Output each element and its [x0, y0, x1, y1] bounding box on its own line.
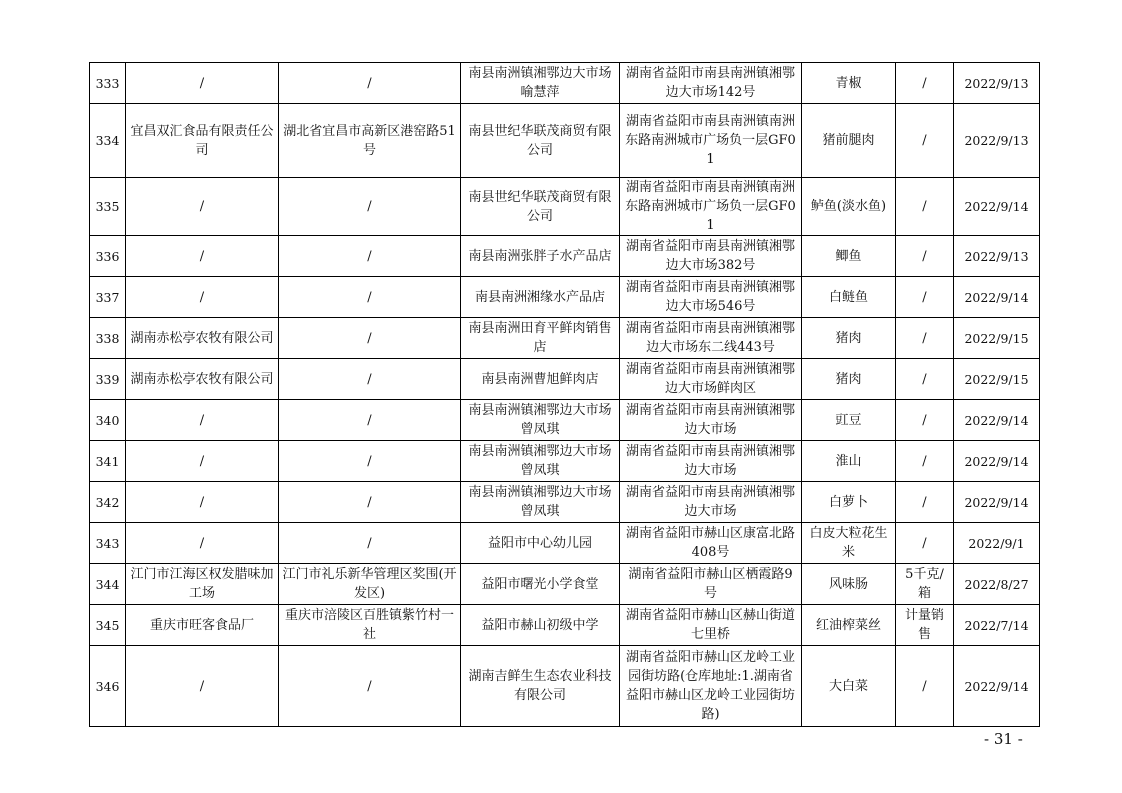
cell-sampled-unit: 南县世纪华联茂商贸有限公司: [461, 104, 620, 178]
cell-product-name: 豇豆: [802, 400, 896, 441]
cell-producer-name: /: [126, 63, 279, 104]
cell-product-name: 猪前腿肉: [802, 104, 896, 178]
cell-number: 345: [90, 605, 126, 646]
cell-product-name: 白皮大粒花生米: [802, 523, 896, 564]
cell-producer-address: /: [279, 482, 461, 523]
cell-specification: 5千克/箱: [896, 564, 954, 605]
cell-sampled-unit: 南县南洲镇湘鄂边大市场曾凤琪: [461, 400, 620, 441]
cell-producer-address: /: [279, 400, 461, 441]
cell-number: 346: [90, 646, 126, 727]
cell-production-date: 2022/8/27: [954, 564, 1040, 605]
cell-number: 339: [90, 359, 126, 400]
cell-specification: /: [896, 318, 954, 359]
cell-specification: /: [896, 482, 954, 523]
table-row: [90, 564, 1040, 605]
cell-sampled-unit-address: 湖南省益阳市赫山区赫山街道七里桥: [620, 605, 802, 646]
cell-product-name: 红油榨菜丝: [802, 605, 896, 646]
table-row: [90, 482, 1040, 523]
cell-sampled-unit: 南县世纪华联茂商贸有限公司: [461, 178, 620, 236]
cell-producer-name: /: [126, 482, 279, 523]
cell-production-date: 2022/9/14: [954, 646, 1040, 727]
cell-producer-name: /: [126, 441, 279, 482]
cell-sampled-unit: 益阳市曙光小学食堂: [461, 564, 620, 605]
cell-producer-name: 湖南赤松亭农牧有限公司: [126, 318, 279, 359]
cell-producer-name: /: [126, 646, 279, 727]
cell-sampled-unit-address: 湖南省益阳市南县南洲镇湘鄂边大市场东二线443号: [620, 318, 802, 359]
cell-sampled-unit-address: 湖南省益阳市南县南洲镇南洲东路南洲城市广场负一层GF01: [620, 104, 802, 178]
cell-producer-address: /: [279, 63, 461, 104]
cell-production-date: 2022/9/13: [954, 104, 1040, 178]
cell-sampled-unit-address: 湖南省益阳市南县南洲镇湘鄂边大市场鲜肉区: [620, 359, 802, 400]
cell-production-date: 2022/9/15: [954, 318, 1040, 359]
cell-production-date: 2022/9/14: [954, 400, 1040, 441]
sampling-results-table: [89, 62, 1040, 727]
cell-producer-name: 江门市江海区权发腊味加工场: [126, 564, 279, 605]
cell-sampled-unit-address: 湖南省益阳市南县南洲镇湘鄂边大市场: [620, 482, 802, 523]
cell-product-name: 风味肠: [802, 564, 896, 605]
table-body: [90, 63, 1040, 727]
cell-product-name: 猪肉: [802, 318, 896, 359]
cell-number: 333: [90, 63, 126, 104]
cell-producer-address: 湖北省宜昌市高新区港窑路51号: [279, 104, 461, 178]
cell-specification: /: [896, 277, 954, 318]
cell-number: 340: [90, 400, 126, 441]
cell-sampled-unit: 南县南洲镇湘鄂边大市场喻慧萍: [461, 63, 620, 104]
cell-specification: /: [896, 236, 954, 277]
cell-sampled-unit: 南县南洲镇湘鄂边大市场曾凤琪: [461, 441, 620, 482]
cell-production-date: 2022/9/14: [954, 178, 1040, 236]
cell-product-name: 大白菜: [802, 646, 896, 727]
table-row: [90, 359, 1040, 400]
cell-sampled-unit-address: 湖南省益阳市南县南洲镇湘鄂边大市场546号: [620, 277, 802, 318]
cell-number: 343: [90, 523, 126, 564]
cell-number: 338: [90, 318, 126, 359]
cell-production-date: 2022/9/14: [954, 277, 1040, 318]
cell-specification: /: [896, 646, 954, 727]
table-row: [90, 646, 1040, 727]
cell-production-date: 2022/9/15: [954, 359, 1040, 400]
table-row: [90, 523, 1040, 564]
cell-specification: /: [896, 63, 954, 104]
table-row: [90, 104, 1040, 178]
table-row: [90, 236, 1040, 277]
table-row: [90, 400, 1040, 441]
cell-sampled-unit-address: 湖南省益阳市南县南洲镇湘鄂边大市场: [620, 441, 802, 482]
cell-sampled-unit: 南县南洲镇湘鄂边大市场曾凤琪: [461, 482, 620, 523]
cell-production-date: 2022/7/14: [954, 605, 1040, 646]
cell-producer-name: 湖南赤松亭农牧有限公司: [126, 359, 279, 400]
cell-specification: /: [896, 523, 954, 564]
cell-sampled-unit-address: 湖南省益阳市南县南洲镇湘鄂边大市场: [620, 400, 802, 441]
cell-sampled-unit-address: 湖南省益阳市赫山区康富北路408号: [620, 523, 802, 564]
cell-specification: 计量销售: [896, 605, 954, 646]
cell-production-date: 2022/9/13: [954, 236, 1040, 277]
cell-product-name: 白萝卜: [802, 482, 896, 523]
cell-number: 335: [90, 178, 126, 236]
table-row: [90, 605, 1040, 646]
cell-producer-name: 宜昌双汇食品有限责任公司: [126, 104, 279, 178]
cell-product-name: 鲫鱼: [802, 236, 896, 277]
cell-producer-address: /: [279, 359, 461, 400]
cell-producer-name: /: [126, 277, 279, 318]
table-row: [90, 441, 1040, 482]
cell-sampled-unit: 南县南洲张胖子水产品店: [461, 236, 620, 277]
cell-production-date: 2022/9/1: [954, 523, 1040, 564]
cell-producer-address: /: [279, 646, 461, 727]
cell-sampled-unit: 南县南洲湘缘水产品店: [461, 277, 620, 318]
cell-specification: /: [896, 400, 954, 441]
cell-sampled-unit-address: 湖南省益阳市赫山区栖霞路9号: [620, 564, 802, 605]
cell-sampled-unit-address: 湖南省益阳市赫山区龙岭工业园街坊路(仓库地址:1.湖南省益阳市赫山区龙岭工业园街坊路): [620, 646, 802, 727]
cell-product-name: 青椒: [802, 63, 896, 104]
cell-number: 337: [90, 277, 126, 318]
table-row: [90, 178, 1040, 236]
cell-sampled-unit-address: 湖南省益阳市南县南洲镇湘鄂边大市场382号: [620, 236, 802, 277]
cell-production-date: 2022/9/13: [954, 63, 1040, 104]
cell-producer-address: 重庆市涪陵区百胜镇紫竹村一社: [279, 605, 461, 646]
cell-number: 344: [90, 564, 126, 605]
cell-production-date: 2022/9/14: [954, 482, 1040, 523]
cell-sampled-unit-address: 湖南省益阳市南县南洲镇湘鄂边大市场142号: [620, 63, 802, 104]
cell-producer-address: /: [279, 277, 461, 318]
cell-product-name: 鲈鱼(淡水鱼): [802, 178, 896, 236]
cell-producer-address: /: [279, 178, 461, 236]
cell-production-date: 2022/9/14: [954, 441, 1040, 482]
page-number: - 31 -: [984, 730, 1023, 748]
cell-sampled-unit: 湖南吉鲜生生态农业科技有限公司: [461, 646, 620, 727]
cell-producer-address: /: [279, 523, 461, 564]
cell-producer-address: /: [279, 441, 461, 482]
cell-product-name: 淮山: [802, 441, 896, 482]
table-row: [90, 277, 1040, 318]
cell-number: 336: [90, 236, 126, 277]
cell-sampled-unit: 益阳市赫山初级中学: [461, 605, 620, 646]
cell-producer-name: /: [126, 400, 279, 441]
cell-number: 341: [90, 441, 126, 482]
cell-producer-name: 重庆市旺客食品厂: [126, 605, 279, 646]
cell-number: 342: [90, 482, 126, 523]
cell-number: 334: [90, 104, 126, 178]
cell-sampled-unit: 南县南洲曹旭鲜肉店: [461, 359, 620, 400]
cell-producer-name: /: [126, 523, 279, 564]
table-row: [90, 63, 1040, 104]
cell-specification: /: [896, 359, 954, 400]
cell-producer-name: /: [126, 236, 279, 277]
cell-producer-address: 江门市礼乐新华管理区奖围(开发区): [279, 564, 461, 605]
cell-specification: /: [896, 178, 954, 236]
cell-sampled-unit: 南县南洲田育平鲜肉销售店: [461, 318, 620, 359]
cell-sampled-unit: 益阳市中心幼儿园: [461, 523, 620, 564]
cell-product-name: 白鲢鱼: [802, 277, 896, 318]
cell-producer-name: /: [126, 178, 279, 236]
cell-specification: /: [896, 441, 954, 482]
cell-producer-address: /: [279, 318, 461, 359]
table-row: [90, 318, 1040, 359]
cell-sampled-unit-address: 湖南省益阳市南县南洲镇南洲东路南洲城市广场负一层GF01: [620, 178, 802, 236]
cell-specification: /: [896, 104, 954, 178]
cell-product-name: 猪肉: [802, 359, 896, 400]
cell-producer-address: /: [279, 236, 461, 277]
